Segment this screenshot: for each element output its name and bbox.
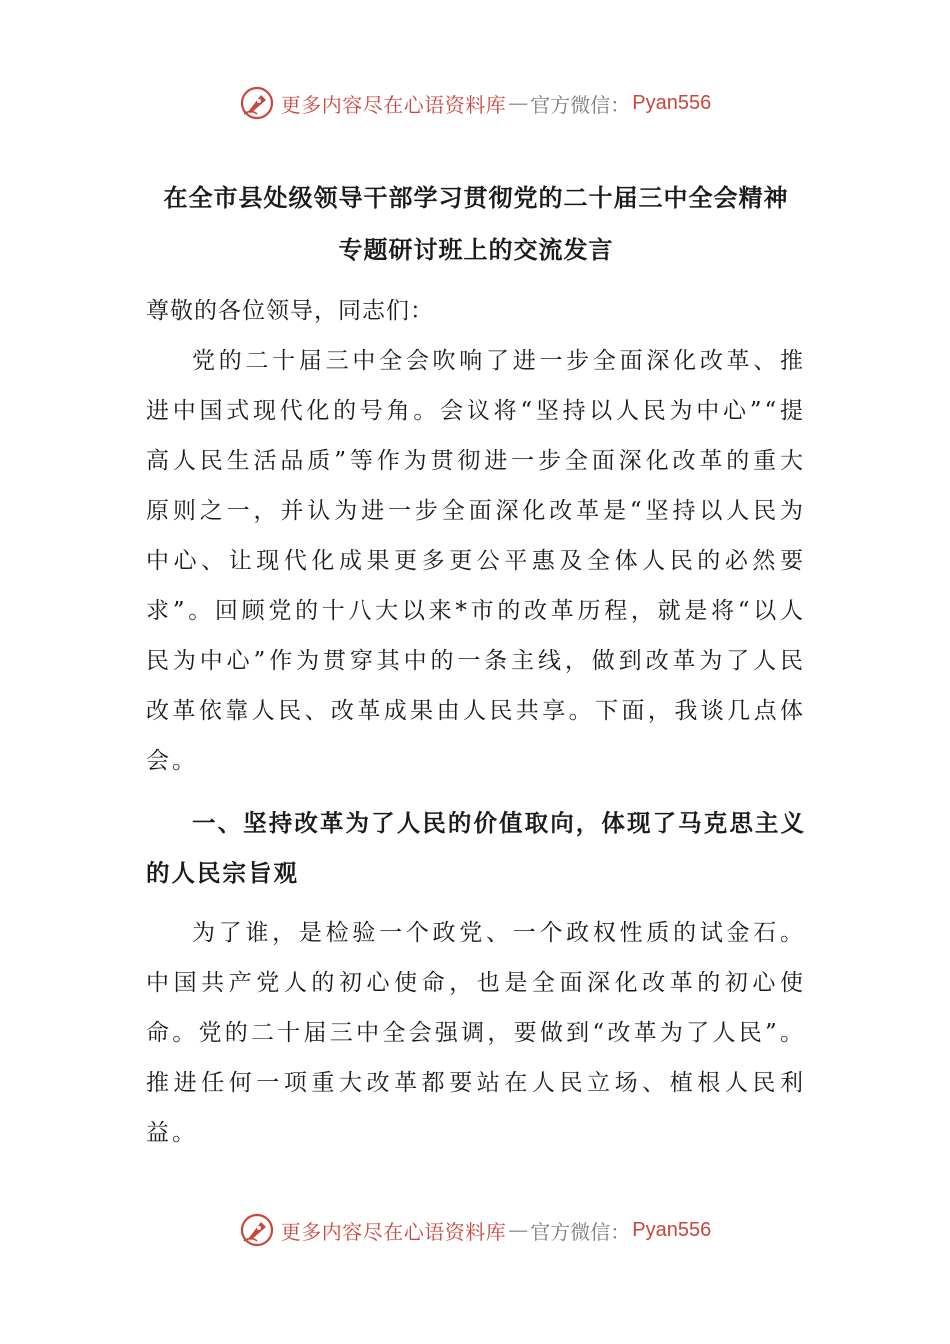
pen-nib-circle-icon: [239, 1212, 275, 1248]
header-banner: [0, 78, 950, 128]
salutation: 尊敬的各位领导，同志们：: [146, 298, 434, 324]
section-heading-1: 一、坚持改革为了人民的价值取向，体现了马克思主义的人民宗旨观: [146, 809, 806, 887]
document-title-line1: 在全市县处级领导干部学习贯彻党的二十届三中全会精神: [163, 183, 789, 212]
document-body: [146, 172, 806, 1158]
banner-wechat-id: Pyan556: [632, 91, 712, 114]
banner-separator: —: [508, 91, 529, 115]
paragraph-section-1: 为了谁，是检验一个政党、一个政权性质的试金石。中国共产党人的初心使命，也是全面深化改革的初心使命。党的二十届三中全会强调，要做到“改革为了人民”。推进任何一项重大改革都要站在人民立场、植根人民利益。: [146, 920, 806, 1146]
document-title-line2: 专题研讨班上的交流发言: [338, 235, 614, 264]
banner-wechat-id: Pyan556: [632, 1218, 712, 1241]
pen-nib-circle-icon: [239, 85, 275, 121]
paragraph-intro: 党的二十届三中全会吹响了进一步全面深化改革、推进中国式现代化的号角。会议将“坚持以人民为中心”“提高人民生活品质”等作为贯彻进一步全面深化改革的重大原则之一，并认为进一步全面深化改革是“坚持以人民为中心、让现代化成果更多更公平惠及全体人民的必然要求”。回顾党的十八大以来*市的改革历程，就是将“以人民为中心”作为贯穿其中的一条主线，做到改革为了人民改革依靠人民、改革成果由人民共享。下面，我谈几点体会。: [146, 348, 806, 774]
footer-banner: [0, 1205, 950, 1255]
banner-wechat-label: 官方微信：: [530, 92, 631, 117]
banner-wechat-label: 官方微信：: [530, 1219, 631, 1244]
banner-brand: 更多内容尽在心语资料库: [280, 1219, 507, 1244]
banner-separator: —: [508, 1218, 529, 1242]
banner-brand: 更多内容尽在心语资料库: [280, 92, 507, 117]
